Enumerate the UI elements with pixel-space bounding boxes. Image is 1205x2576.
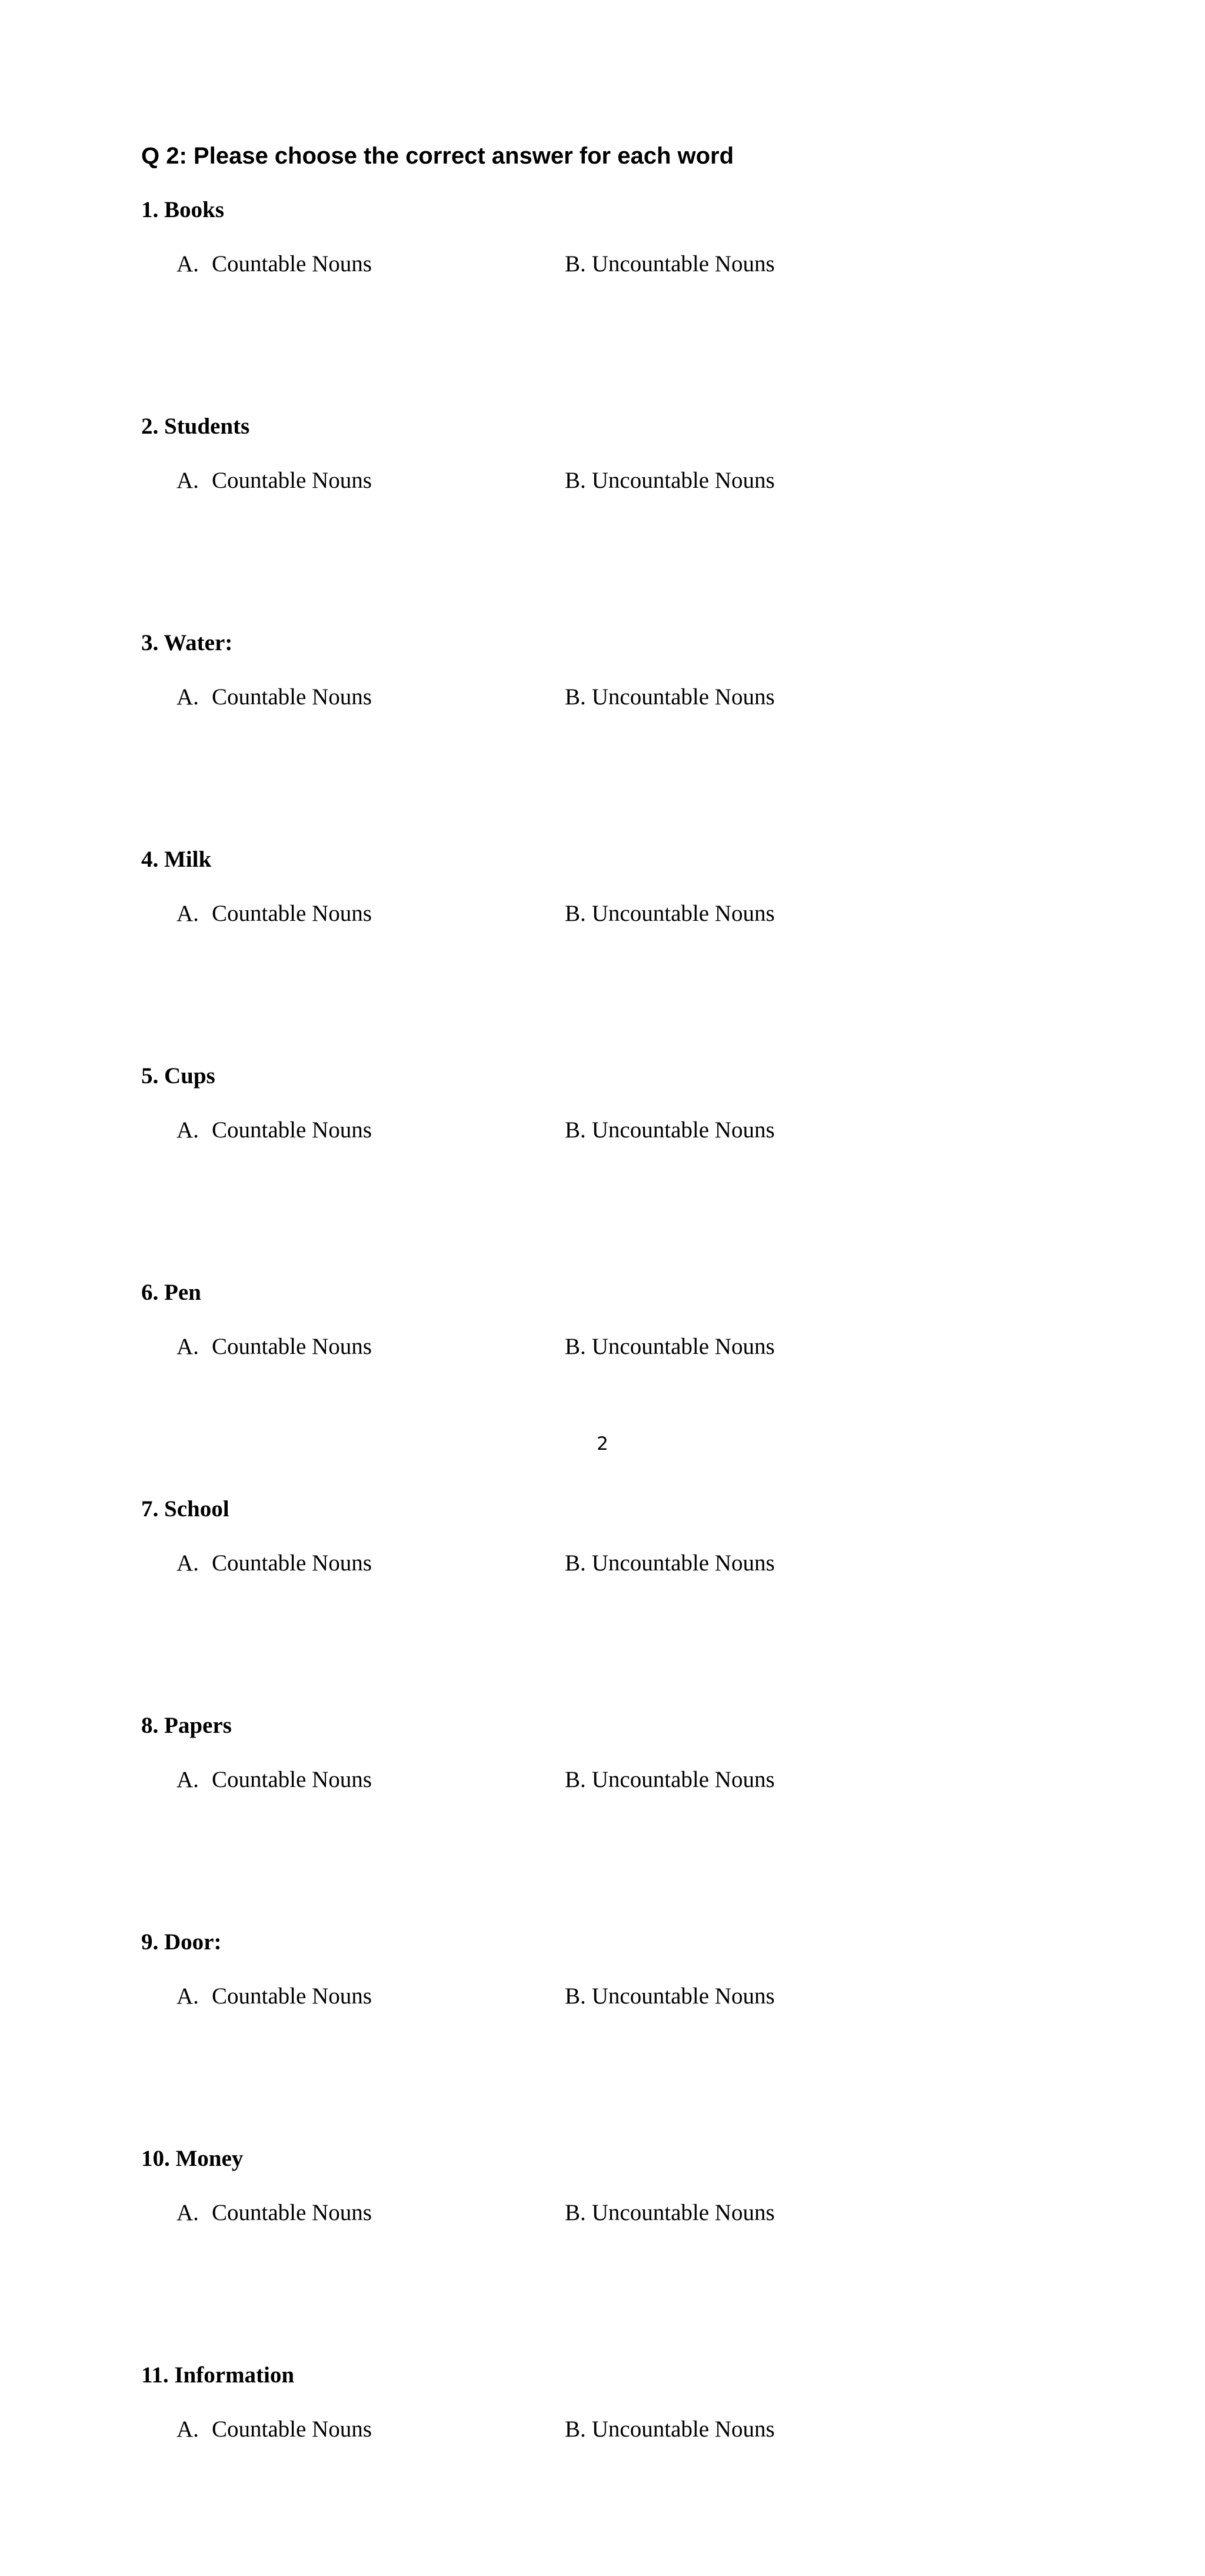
option-text: Countable Nouns <box>212 684 372 710</box>
option-letter: A. <box>177 2200 199 2225</box>
page-number: 2 <box>597 1433 608 1455</box>
option-b[interactable] <box>565 1547 775 1579</box>
question-word: 7. School <box>141 1496 229 1522</box>
option-a[interactable] <box>177 2414 372 2445</box>
option-b[interactable] <box>565 2197 775 2229</box>
option-a[interactable] <box>177 898 372 930</box>
option-letter: B. <box>565 2200 586 2225</box>
question-word: 2. Students <box>141 414 250 439</box>
question-word: 8. Papers <box>141 1713 232 1738</box>
question-list <box>0 194 1205 2576</box>
option-a[interactable] <box>177 1981 372 2012</box>
option-b[interactable] <box>565 681 775 713</box>
option-a[interactable] <box>177 1764 372 1796</box>
question-word: 4. Milk <box>141 847 212 872</box>
option-text: Countable Nouns <box>212 1550 372 1576</box>
option-letter: B. <box>565 1117 586 1143</box>
option-letter: B. <box>565 1983 586 2009</box>
question-item <box>0 627 1205 844</box>
option-text: Countable Nouns <box>212 1983 372 2009</box>
option-a[interactable] <box>177 2197 372 2229</box>
option-text: Uncountable Nouns <box>591 251 775 277</box>
option-text: Countable Nouns <box>212 2200 372 2225</box>
option-text: Uncountable Nouns <box>591 1117 775 1143</box>
option-letter: A. <box>177 1334 199 1359</box>
option-letter: A. <box>177 1117 199 1143</box>
question-word: 6. Pen <box>141 1280 201 1305</box>
option-b[interactable] <box>565 1981 775 2012</box>
option-letter: A. <box>177 251 199 277</box>
option-letter: B. <box>565 901 586 926</box>
question-word: 3. Water: <box>141 630 233 655</box>
option-letter: B. <box>565 1334 586 1359</box>
option-text: Uncountable Nouns <box>591 1983 775 2009</box>
option-a[interactable] <box>177 681 372 713</box>
option-b[interactable] <box>565 1764 775 1796</box>
option-letter: B. <box>565 468 586 493</box>
option-text: Uncountable Nouns <box>591 468 775 493</box>
question-item <box>0 194 1205 411</box>
option-letter: B. <box>565 1767 586 1792</box>
option-b[interactable] <box>565 1114 775 1146</box>
option-letter: B. <box>565 2417 586 2442</box>
option-letter: A. <box>177 468 199 493</box>
question-word: 11. Information <box>141 2362 295 2388</box>
option-b[interactable] <box>565 465 775 497</box>
question-item <box>0 411 1205 627</box>
question-item <box>0 1277 1205 1493</box>
option-text: Uncountable Nouns <box>591 1550 775 1576</box>
option-letter: A. <box>177 901 199 926</box>
option-letter: B. <box>565 1550 586 1576</box>
question-item <box>0 1060 1205 1277</box>
option-text: Countable Nouns <box>212 1117 372 1143</box>
option-a[interactable] <box>177 1331 372 1363</box>
option-text: Uncountable Nouns <box>591 1767 775 1792</box>
question-word: 9. Door: <box>141 1929 222 1955</box>
option-text: Uncountable Nouns <box>591 2200 775 2225</box>
option-letter: A. <box>177 684 199 710</box>
option-text: Uncountable Nouns <box>591 1334 775 1359</box>
question-item <box>0 2359 1205 2576</box>
question-title: Q 2: Please choose the correct answer for each word <box>141 143 734 169</box>
option-text: Uncountable Nouns <box>591 2417 775 2442</box>
option-a[interactable] <box>177 1547 372 1579</box>
option-letter: A. <box>177 1983 199 2009</box>
option-letter: A. <box>177 2417 199 2442</box>
option-text: Countable Nouns <box>212 468 372 493</box>
question-item <box>0 2143 1205 2359</box>
option-text: Uncountable Nouns <box>591 684 775 710</box>
question-item <box>0 1710 1205 1926</box>
option-b[interactable] <box>565 1331 775 1363</box>
option-letter: B. <box>565 684 586 710</box>
option-a[interactable] <box>177 248 372 280</box>
option-text: Countable Nouns <box>212 1767 372 1792</box>
option-text: Countable Nouns <box>212 901 372 926</box>
option-text: Countable Nouns <box>212 251 372 277</box>
question-item <box>0 1493 1205 1710</box>
question-item <box>0 1926 1205 2143</box>
question-item <box>0 844 1205 1060</box>
option-text: Uncountable Nouns <box>591 901 775 926</box>
option-b[interactable] <box>565 2414 775 2445</box>
option-text: Countable Nouns <box>212 2417 372 2442</box>
option-letter: A. <box>177 1767 199 1792</box>
option-text: Countable Nouns <box>212 1334 372 1359</box>
question-word: 1. Books <box>141 197 224 222</box>
option-a[interactable] <box>177 465 372 497</box>
option-b[interactable] <box>565 898 775 930</box>
option-b[interactable] <box>565 248 775 280</box>
option-a[interactable] <box>177 1114 372 1146</box>
question-word: 10. Money <box>141 2146 244 2171</box>
question-word: 5. Cups <box>141 1063 215 1089</box>
option-letter: A. <box>177 1550 199 1576</box>
option-letter: B. <box>565 251 586 277</box>
